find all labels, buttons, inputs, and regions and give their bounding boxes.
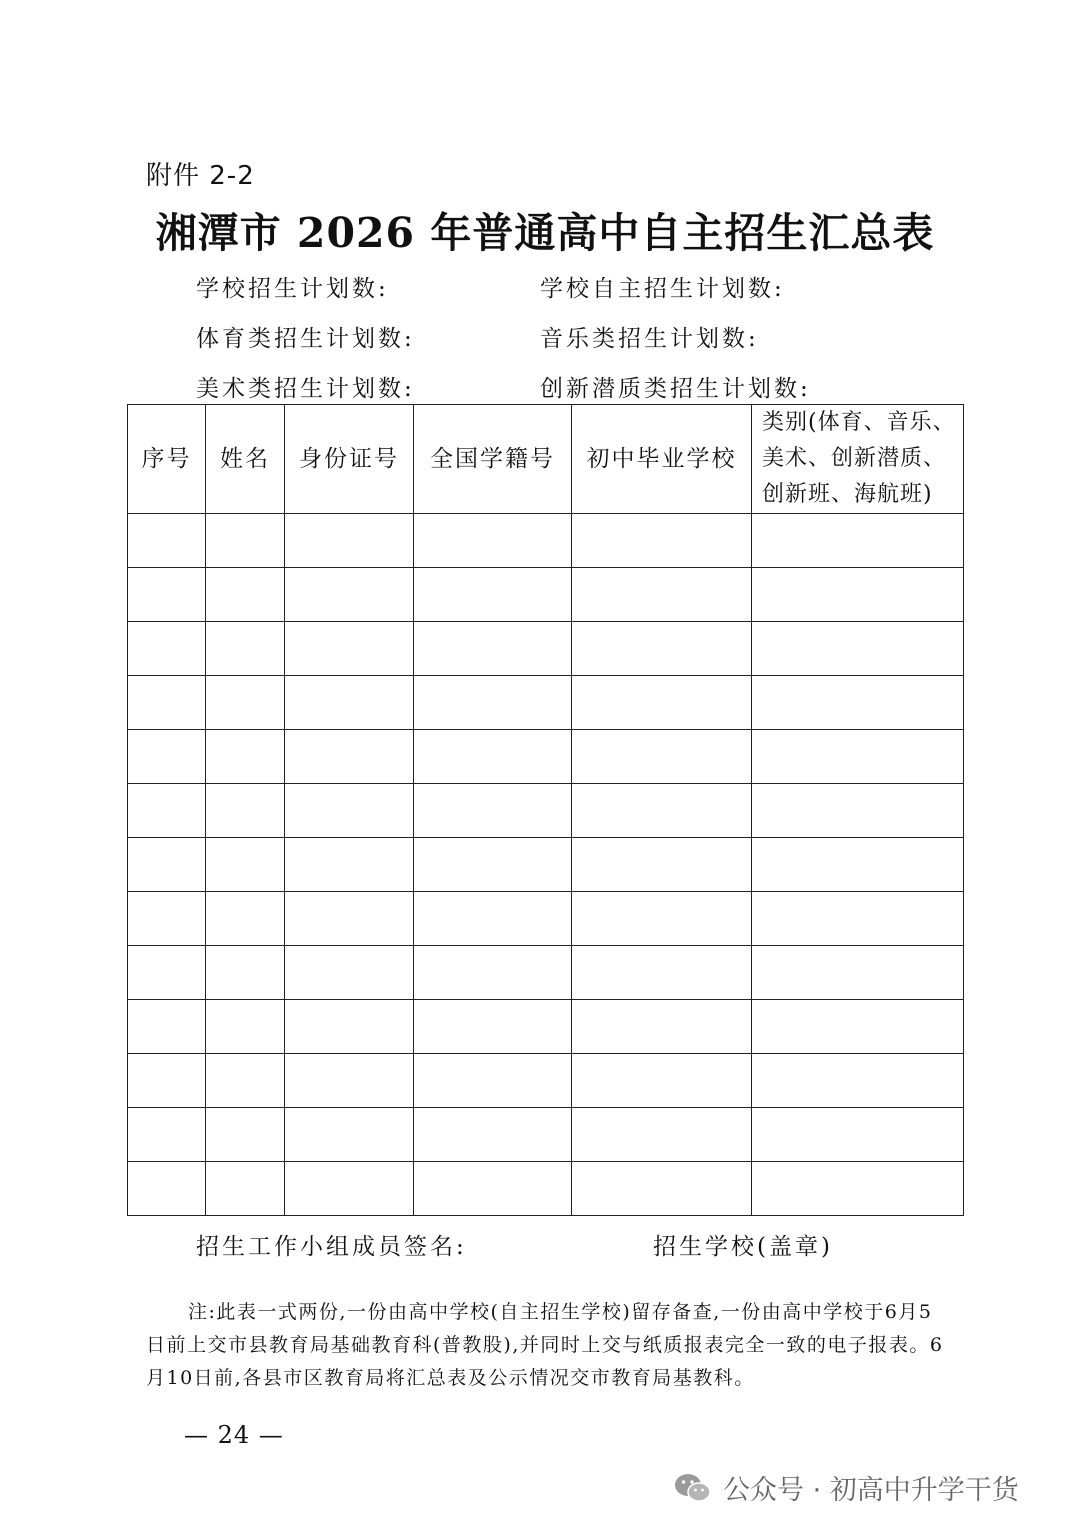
- table-cell: [285, 1000, 414, 1054]
- plan-field-music: 音乐类招生计划数:: [540, 326, 759, 352]
- header-category: [752, 405, 964, 514]
- table-cell: [128, 784, 206, 838]
- table-cell: [128, 568, 206, 622]
- table-cell: [572, 514, 752, 568]
- table-row: [128, 730, 964, 784]
- plan-field-art: 美术类招生计划数:: [196, 376, 415, 402]
- table-cell: [752, 622, 964, 676]
- table-row: [128, 514, 964, 568]
- table-cell: [572, 838, 752, 892]
- table-cell: [572, 568, 752, 622]
- table-cell: [285, 892, 414, 946]
- table-cell: [752, 514, 964, 568]
- plan-field-school-total: 学校招生计划数:: [196, 276, 389, 302]
- table-cell: [285, 838, 414, 892]
- table-row: [128, 838, 964, 892]
- table-cell: [206, 514, 285, 568]
- header-id-number: 身份证号: [285, 405, 414, 514]
- table-cell: [128, 730, 206, 784]
- table-cell: [752, 838, 964, 892]
- table-cell: [572, 1000, 752, 1054]
- table-cell: [414, 676, 572, 730]
- plan-field-independent-total: 学校自主招生计划数:: [540, 276, 785, 302]
- table-cell: [285, 622, 414, 676]
- table-cell: [128, 892, 206, 946]
- table-cell: [572, 946, 752, 1000]
- table-cell: [285, 676, 414, 730]
- table-cell: [572, 784, 752, 838]
- header-student-registry-number: 全国学籍号: [414, 405, 572, 514]
- table-row: [128, 676, 964, 730]
- table-cell: [128, 1108, 206, 1162]
- table-cell: [752, 676, 964, 730]
- table-cell: [414, 568, 572, 622]
- header-category-line: 类别(体育、音乐、: [762, 410, 956, 435]
- table-cell: [572, 1162, 752, 1216]
- table-cell: [572, 892, 752, 946]
- table-cell: [285, 784, 414, 838]
- watermark-text: 公众号 · 初高中升学干货: [723, 1475, 1019, 1506]
- table-cell: [572, 730, 752, 784]
- table-cell: [206, 1108, 285, 1162]
- header-category-line: 美术、创新潜质、: [762, 446, 947, 471]
- watermark: [673, 1468, 1019, 1507]
- table-row: [128, 622, 964, 676]
- table-cell: [285, 730, 414, 784]
- table-cell: [206, 946, 285, 1000]
- table-cell: [128, 676, 206, 730]
- attachment-label: 附件 2-2: [146, 161, 255, 191]
- table-cell: [414, 1108, 572, 1162]
- footnote: 注:此表一式两份,一份由高中学校(自主招生学校)留存备查,一份由高中学校于6月5日前上交市县教育局基础教育科(普教股),并同时上交与纸质报表完全一致的电子报表。6月10日前,各县市区教育局将汇总表及公示情况交市教育局基教科。: [146, 1301, 944, 1389]
- table-cell: [414, 622, 572, 676]
- table-cell: [128, 946, 206, 1000]
- table-cell: [752, 730, 964, 784]
- table-cell: [285, 946, 414, 1000]
- table-cell: [285, 514, 414, 568]
- table-cell: [128, 1054, 206, 1108]
- table-cell: [414, 892, 572, 946]
- table-cell: [752, 946, 964, 1000]
- table-cell: [572, 1054, 752, 1108]
- table-cell: [752, 1162, 964, 1216]
- table-cell: [206, 892, 285, 946]
- table-body: [128, 514, 964, 1216]
- table-row: [128, 946, 964, 1000]
- table-row: [128, 1000, 964, 1054]
- table-cell: [128, 838, 206, 892]
- table-cell: [206, 784, 285, 838]
- table-row: [128, 1162, 964, 1216]
- table-cell: [414, 784, 572, 838]
- table-cell: [572, 1108, 752, 1162]
- table-cell: [414, 946, 572, 1000]
- table-cell: [414, 514, 572, 568]
- table-header-row: [128, 405, 964, 514]
- table-cell: [752, 568, 964, 622]
- header-name: 姓名: [206, 405, 285, 514]
- table-cell: [285, 1162, 414, 1216]
- table-cell: [752, 784, 964, 838]
- enrollment-table: [127, 404, 964, 1216]
- table-cell: [206, 1162, 285, 1216]
- table-cell: [752, 892, 964, 946]
- table-cell: [206, 838, 285, 892]
- table-cell: [206, 1000, 285, 1054]
- wechat-icon: [673, 1471, 713, 1505]
- table-cell: [285, 1108, 414, 1162]
- seal-label: 招生学校(盖章): [653, 1234, 833, 1260]
- header-serial-number: 序号: [128, 405, 206, 514]
- table-row: [128, 1054, 964, 1108]
- table-cell: [206, 676, 285, 730]
- table-cell: [414, 1162, 572, 1216]
- table-cell: [128, 1162, 206, 1216]
- table-row: [128, 784, 964, 838]
- table-cell: [206, 730, 285, 784]
- table-cell: [572, 622, 752, 676]
- table-cell: [414, 838, 572, 892]
- table-cell: [128, 1000, 206, 1054]
- table-cell: [414, 730, 572, 784]
- table-row: [128, 892, 964, 946]
- table-cell: [128, 514, 206, 568]
- signature-label: 招生工作小组成员签名:: [196, 1234, 467, 1260]
- table-cell: [414, 1000, 572, 1054]
- table-cell: [128, 622, 206, 676]
- table-cell: [206, 622, 285, 676]
- header-category-line: 创新班、海航班): [762, 482, 933, 507]
- table-cell: [206, 568, 285, 622]
- table-cell: [206, 1054, 285, 1108]
- table-cell: [285, 1054, 414, 1108]
- header-junior-high-school: 初中毕业学校: [572, 405, 752, 514]
- plan-field-innovation: 创新潜质类招生计划数:: [540, 376, 811, 402]
- page-number: — 24 —: [184, 1421, 284, 1449]
- table-cell: [572, 676, 752, 730]
- table-cell: [752, 1000, 964, 1054]
- table-row: [128, 1108, 964, 1162]
- page-title: 湘潭市 2026 年普通高中自主招生汇总表: [155, 209, 935, 257]
- table-cell: [414, 1054, 572, 1108]
- table-row: [128, 568, 964, 622]
- table-cell: [285, 568, 414, 622]
- table-cell: [752, 1108, 964, 1162]
- table-cell: [752, 1054, 964, 1108]
- plan-field-sports: 体育类招生计划数:: [196, 326, 415, 352]
